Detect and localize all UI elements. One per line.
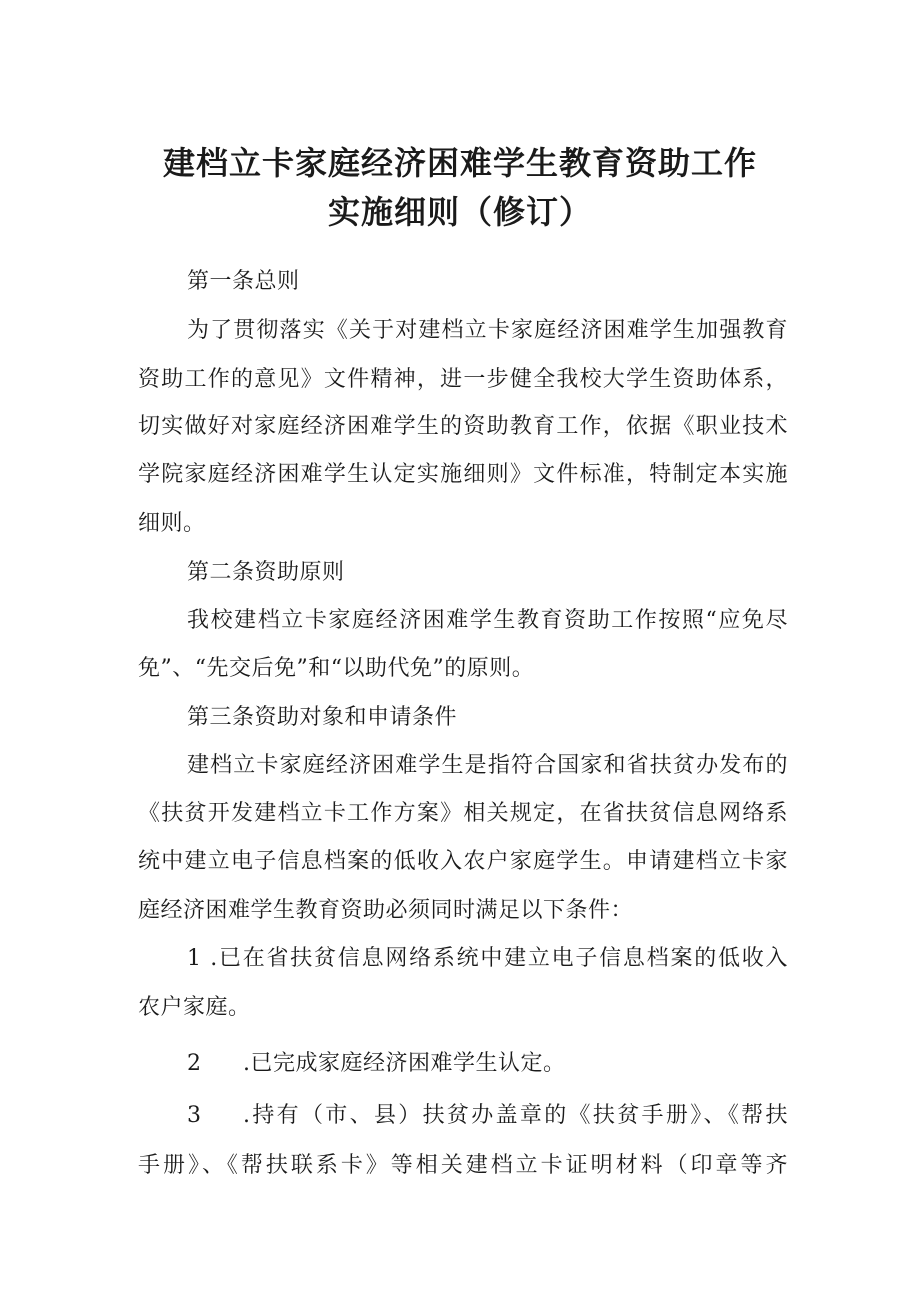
condition-1-line: 1 .已在省扶贫信息网络系统中建立电子信息档案的低收入 [187,946,788,971]
paragraph-line: 庭经济困难学生教育资助必须同时满足以下条件： [138,898,634,923]
paragraph-line: 免”、“先交后免”和“以助代免”的原则。 [138,656,535,681]
article-3-heading: 第三条资助对象和申请条件 [187,705,458,730]
paragraph-line: 学院家庭经济困难学生认定实施细则》文件标准，特制定本实施 [138,462,788,487]
paragraph-line: 《扶贫开发建档立卡工作方案》相关规定，在省扶贫信息网络系 [138,801,788,826]
condition-2-text: .已完成家庭经济困难学生认定。 [243,1051,566,1076]
paragraph-line: 细则。 [138,511,206,536]
paragraph-line: 切实做好对家庭经济困难学生的资助教育工作，依据《职业技术 [138,414,788,439]
document-title-line-1: 建档立卡家庭经济困难学生教育资助工作 [162,144,757,182]
article-2-heading: 第二条资助原则 [187,560,345,585]
paragraph-line: 建档立卡家庭经济困难学生是指符合国家和省扶贫办发布的 [187,753,788,778]
document-title-line-2: 实施细则（修订） [327,193,592,231]
paragraph-line: 为了贯彻落实《关于对建档立卡家庭经济困难学生加强教育 [187,318,788,343]
condition-2-number: 2 [187,1051,201,1076]
condition-3-text: .持有（市、县）扶贫办盖章的《扶贫手册》、《帮扶 [243,1103,788,1128]
condition-3-number: 3 [187,1103,201,1128]
paragraph-line: 我校建档立卡家庭经济困难学生教育资助工作按照“应免尽 [187,608,788,633]
paragraph-line: 统中建立电子信息档案的低收入农户家庭学生。申请建档立卡家 [138,849,788,874]
condition-3-continuation: 手册》、《帮扶联系卡》等相关建档立卡证明材料（印章等齐 [138,1153,788,1178]
article-1-heading: 第一条总则 [187,269,300,294]
paragraph-line: 资助工作的意见》文件精神，进一步健全我校大学生资助体系， [138,367,788,392]
condition-1-continuation: 农户家庭。 [138,995,251,1020]
